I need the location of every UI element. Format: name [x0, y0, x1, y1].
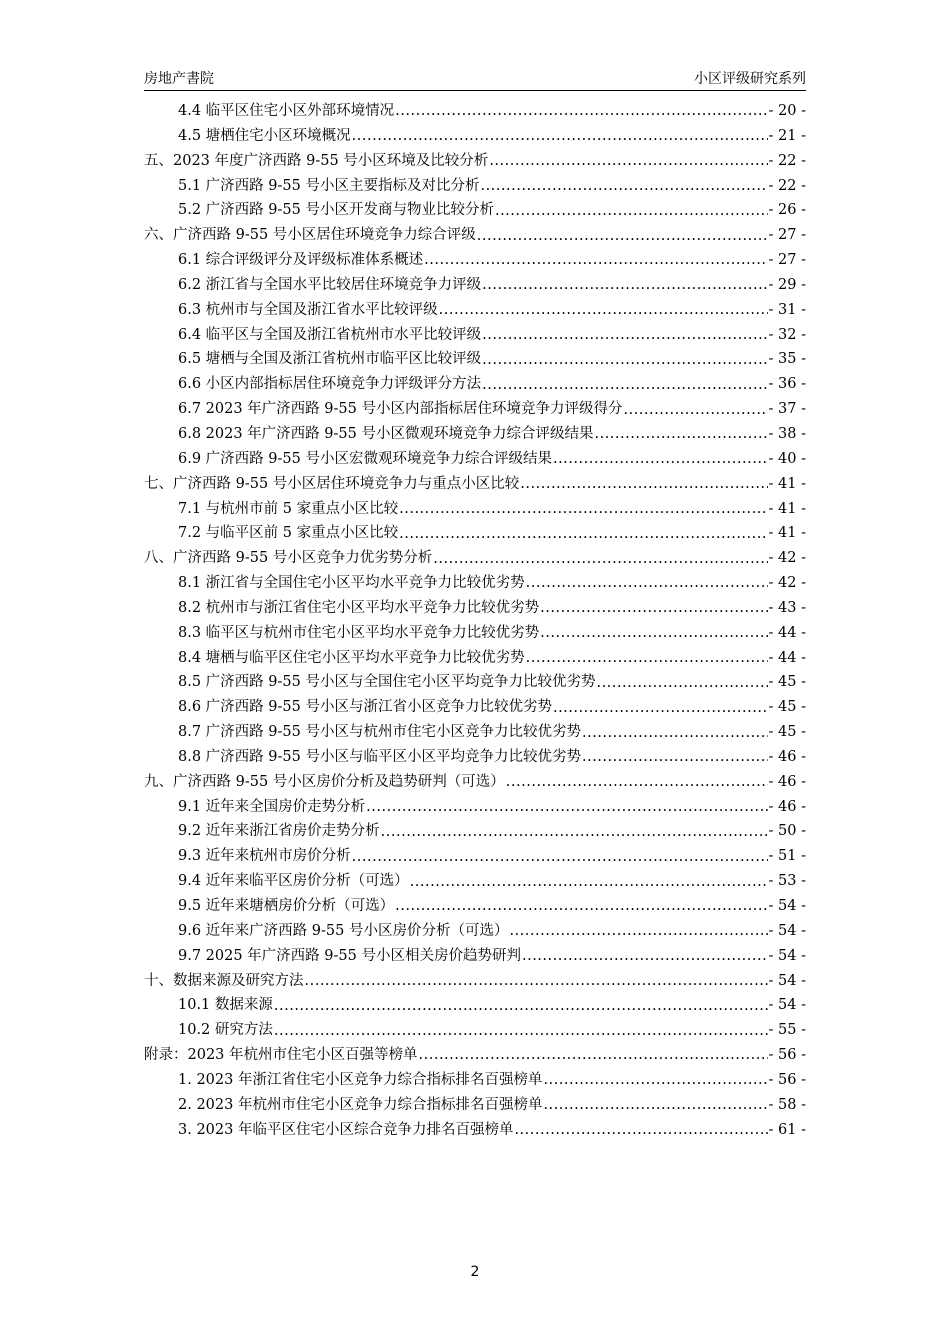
toc-entry-title: 五、2023 年度广济西路 9-55 号小区环境及比较分析 — [144, 152, 489, 169]
toc-entry-page: - 54 - — [768, 972, 806, 989]
toc-entry-page: - 40 - — [768, 450, 806, 467]
toc-entry-title: 8.4 塘栖与临平区住宅小区平均水平竞争力比较优劣势 — [178, 649, 525, 666]
toc-entry[interactable] — [144, 795, 806, 820]
toc-entry[interactable] — [144, 124, 806, 149]
toc-entry[interactable] — [144, 1068, 806, 1093]
toc-entry-page: - 27 - — [768, 227, 806, 244]
toc-entry-page: - 21 - — [768, 127, 806, 144]
toc-entry-title: 9.3 近年来杭州市房价分析 — [178, 848, 351, 865]
toc-entry-title: 9.2 近年来浙江省房价走势分析 — [178, 823, 380, 840]
toc-entry-page: - 51 - — [768, 848, 806, 865]
toc-dot-leader — [477, 224, 768, 248]
toc-entry[interactable] — [144, 397, 806, 422]
toc-entry-title: 6.7 2023 年广济西路 9-55 号小区内部指标居住环境竞争力评级得分 — [178, 401, 623, 418]
toc-entry-title: 8.3 临平区与杭州市住宅小区平均水平竞争力比较优劣势 — [178, 624, 540, 641]
toc-entry-title: 9.1 近年来全国房价走势分析 — [178, 798, 366, 815]
toc-entry-title: 8.1 浙江省与全国住宅小区平均水平竞争力比较优劣势 — [178, 575, 525, 592]
toc-entry-page: - 53 - — [768, 873, 806, 890]
toc-entry[interactable] — [144, 521, 806, 546]
toc-entry[interactable] — [144, 223, 806, 248]
toc-dot-leader — [274, 994, 768, 1018]
toc-entry[interactable] — [144, 1118, 806, 1143]
toc-dot-leader — [482, 348, 767, 372]
toc-entry[interactable] — [144, 497, 806, 522]
toc-dot-leader — [594, 422, 767, 446]
toc-entry-page: - 44 - — [768, 624, 806, 641]
toc-dot-leader — [482, 373, 767, 397]
toc-entry[interactable] — [144, 198, 806, 223]
toc-entry-title: 6.6 小区内部指标居住环境竞争力评级评分方法 — [178, 376, 482, 393]
toc-dot-leader — [526, 571, 768, 595]
toc-entry-page: - 22 - — [768, 177, 806, 194]
toc-entry-page: - 50 - — [768, 823, 806, 840]
toc-entry-page: - 45 - — [768, 674, 806, 691]
toc-dot-leader — [439, 298, 768, 322]
toc-entry-title: 5.2 广济西路 9-55 号小区开发商与物业比较分析 — [178, 202, 494, 219]
toc-dot-leader — [433, 547, 767, 571]
toc-entry-page: - 54 - — [768, 997, 806, 1014]
toc-dot-leader — [395, 99, 767, 123]
toc-entry[interactable] — [144, 447, 806, 472]
toc-entry[interactable] — [144, 919, 806, 944]
toc-entry[interactable] — [144, 174, 806, 199]
toc-entry[interactable] — [144, 770, 806, 795]
toc-dot-leader — [482, 323, 767, 347]
toc-entry-page: - 32 - — [768, 326, 806, 343]
toc-entry-page: - 41 - — [768, 475, 806, 492]
toc-entry-page: - 37 - — [768, 401, 806, 418]
toc-dot-leader — [399, 497, 767, 521]
toc-entry-title: 8.2 杭州市与浙江省住宅小区平均水平竞争力比较优劣势 — [178, 599, 540, 616]
toc-entry[interactable] — [144, 298, 806, 323]
toc-entry-title: 6.5 塘栖与全国及浙江省杭州市临平区比较评级 — [178, 351, 482, 368]
toc-entry-page: - 42 - — [768, 550, 806, 567]
toc-entry-title: 10.2 研究方法 — [178, 1022, 273, 1039]
toc-entry-title: 4.5 塘栖住宅小区环境概况 — [178, 127, 351, 144]
toc-entry[interactable] — [144, 571, 806, 596]
toc-entry-page: - 27 - — [768, 252, 806, 269]
toc-entry-title: 2. 2023 年杭州市住宅小区竞争力综合指标排名百强榜单 — [178, 1096, 543, 1113]
toc-dot-leader — [305, 969, 768, 993]
toc-dot-leader — [395, 894, 767, 918]
toc-entry-page: - 45 - — [768, 724, 806, 741]
toc-entry-page: - 55 - — [768, 1022, 806, 1039]
toc-entry-title: 十、数据来源及研究方法 — [144, 972, 304, 989]
toc-entry[interactable] — [144, 894, 806, 919]
toc-entry[interactable] — [144, 1018, 806, 1043]
toc-dot-leader — [381, 820, 768, 844]
toc-entry-title: 8.8 广济西路 9-55 号小区与临平区小区平均竞争力比较优劣势 — [178, 748, 581, 765]
toc-entry[interactable] — [144, 472, 806, 497]
toc-entry-page: - 43 - — [768, 599, 806, 616]
toc-dot-leader — [509, 919, 767, 943]
toc-entry-page: - 38 - — [768, 425, 806, 442]
toc-entry-page: - 26 - — [768, 202, 806, 219]
toc-dot-leader — [623, 398, 767, 422]
toc-entry-title: 10.1 数据来源 — [178, 997, 273, 1014]
toc-entry-title: 6.1 综合评级评分及评级标准体系概述 — [178, 252, 424, 269]
toc-entry-page: - 46 - — [768, 748, 806, 765]
toc-entry[interactable] — [144, 695, 806, 720]
toc-entry[interactable] — [144, 720, 806, 745]
toc-entry-page: - 36 - — [768, 376, 806, 393]
toc-dot-leader — [543, 1093, 767, 1117]
toc-entry[interactable] — [144, 149, 806, 174]
toc-entry[interactable] — [144, 869, 806, 894]
toc-dot-leader — [506, 770, 768, 794]
toc-entry-title: 8.5 广济西路 9-55 号小区与全国住宅小区平均竞争力比较优劣势 — [178, 674, 596, 691]
toc-entry[interactable] — [144, 99, 806, 124]
toc-dot-leader — [410, 870, 768, 894]
toc-entry-page: - 54 - — [768, 898, 806, 914]
toc-dot-leader — [520, 472, 767, 496]
toc-dot-leader — [366, 795, 767, 819]
toc-entry[interactable] — [144, 993, 806, 1018]
series-title: 小区评级研究系列 — [694, 71, 806, 87]
toc-dot-leader — [480, 174, 767, 198]
toc-entry-title: 6.4 临平区与全国及浙江省杭州市水平比较评级 — [178, 326, 482, 343]
toc-entry[interactable] — [144, 248, 806, 273]
toc-entry[interactable] — [144, 422, 806, 447]
page-number: 2 — [470, 1264, 480, 1280]
toc-dot-leader — [489, 149, 767, 173]
toc-entry-title: 9.6 近年来广济西路 9-55 号小区房价分析（可选） — [178, 922, 509, 939]
toc-entry-page: - 44 - — [768, 649, 806, 666]
toc-entry-page: - 54 - — [768, 947, 806, 964]
toc-entry[interactable] — [144, 646, 806, 671]
toc-dot-leader — [553, 696, 768, 720]
toc-dot-leader — [540, 621, 767, 645]
toc-entry[interactable] — [144, 745, 806, 770]
toc-entry-title: 8.6 广济西路 9-55 号小区与浙江省小区竞争力比较优劣势 — [178, 699, 552, 716]
toc-entry[interactable] — [144, 944, 806, 969]
toc-entry-page: - 46 - — [768, 773, 806, 790]
toc-entry[interactable] — [144, 546, 806, 571]
toc-entry-title: 七、广济西路 9-55 号小区居住环境竞争力与重点小区比较 — [144, 475, 520, 492]
toc-entry-title: 6.2 浙江省与全国水平比较居住环境竞争力评级 — [178, 276, 482, 293]
toc-dot-leader — [424, 248, 767, 272]
toc-entry[interactable] — [144, 670, 806, 695]
toc-entry-title: 9.7 2025 年广济西路 9-55 号小区相关房价趋势研判 — [178, 947, 521, 964]
toc-entry-title: 9.4 近年来临平区房价分析（可选） — [178, 873, 409, 890]
toc-dot-leader — [543, 1068, 767, 1092]
toc-entry-title: 5.1 广济西路 9-55 号小区主要指标及对比分析 — [178, 177, 480, 194]
toc-entry[interactable] — [144, 596, 806, 621]
toc-entry-title: 1. 2023 年浙江省住宅小区竞争力综合指标排名百强榜单 — [178, 1071, 543, 1088]
toc-entry-page: - 46 - — [768, 798, 806, 815]
toc-dot-leader — [495, 199, 768, 223]
toc-entry-page: - 31 - — [768, 301, 806, 318]
toc-dot-leader — [582, 745, 768, 769]
toc-dot-leader — [514, 1118, 767, 1142]
toc-entry-page: - 41 - — [768, 500, 806, 517]
toc-entry-page: - 56 - — [768, 1047, 806, 1064]
toc-entry-page: - 61 - — [768, 1121, 806, 1138]
toc-entry-page: - 35 - — [768, 351, 806, 368]
toc-dot-leader — [352, 845, 768, 869]
toc-entry[interactable] — [144, 621, 806, 646]
toc-entry-title: 9.5 近年来塘栖房价分析（可选） — [178, 898, 395, 914]
toc-entry-page: - 45 - — [768, 699, 806, 716]
page-header — [144, 66, 806, 91]
toc-entry-title: 7.1 与杭州市前 5 家重点小区比较 — [178, 500, 399, 517]
toc-dot-leader — [352, 124, 768, 148]
toc-entry-title: 7.2 与临平区前 5 家重点小区比较 — [178, 525, 399, 542]
toc-entry[interactable] — [144, 372, 806, 397]
toc-entry[interactable] — [144, 347, 806, 372]
toc-entry-title: 4.4 临平区住宅小区外部环境情况 — [178, 103, 395, 119]
toc-dot-leader — [582, 721, 768, 745]
toc-dot-leader — [540, 596, 767, 620]
toc-entry-page: - 29 - — [768, 276, 806, 293]
toc-dot-leader — [596, 671, 767, 695]
toc-entry[interactable] — [144, 1093, 806, 1118]
toc-entry[interactable] — [144, 969, 806, 994]
toc-dot-leader — [526, 646, 768, 670]
toc-entry-page: - 56 - — [768, 1071, 806, 1088]
toc-entry-page: - 54 - — [768, 922, 806, 939]
toc-entry-title: 8.7 广济西路 9-55 号小区与杭州市住宅小区竞争力比较优劣势 — [178, 724, 581, 741]
toc-entry-page: - 22 - — [768, 152, 806, 169]
toc-entry-title: 6.9 广济西路 9-55 号小区宏微观环境竞争力综合评级结果 — [178, 450, 552, 467]
toc-dot-leader — [419, 1043, 768, 1067]
publisher-name: 房地产書院 — [144, 71, 214, 87]
toc-entry-page: - 20 - — [768, 103, 806, 119]
toc-entry[interactable] — [144, 323, 806, 348]
toc-entry[interactable] — [144, 1043, 806, 1068]
toc-entry-page: - 58 - — [768, 1096, 806, 1113]
toc-entry-title: 九、广济西路 9-55 号小区房价分析及趋势研判（可选） — [144, 773, 505, 790]
toc-dot-leader — [482, 273, 767, 297]
toc-dot-leader — [274, 1019, 768, 1043]
toc-entry-page: - 41 - — [768, 525, 806, 542]
toc-entry-page: - 42 - — [768, 575, 806, 592]
toc-entry-title: 八、广济西路 9-55 号小区竞争力优劣势分析 — [144, 550, 433, 567]
toc-entry[interactable] — [144, 844, 806, 869]
table-of-contents — [144, 99, 806, 1142]
toc-entry-title: 6.3 杭州市与全国及浙江省水平比较评级 — [178, 301, 438, 318]
toc-dot-leader — [522, 944, 768, 968]
toc-dot-leader — [553, 447, 768, 471]
toc-entry-title: 3. 2023 年临平区住宅小区综合竞争力排名百强榜单 — [178, 1121, 514, 1138]
toc-entry-title: 六、广济西路 9-55 号小区居住环境竞争力综合评级 — [144, 227, 476, 244]
toc-entry-title: 附录：2023 年杭州市住宅小区百强等榜单 — [144, 1047, 418, 1064]
toc-entry[interactable] — [144, 819, 806, 844]
toc-dot-leader — [399, 522, 767, 546]
toc-entry[interactable] — [144, 273, 806, 298]
toc-entry-title: 6.8 2023 年广济西路 9-55 号小区微观环境竞争力综合评级结果 — [178, 425, 594, 442]
